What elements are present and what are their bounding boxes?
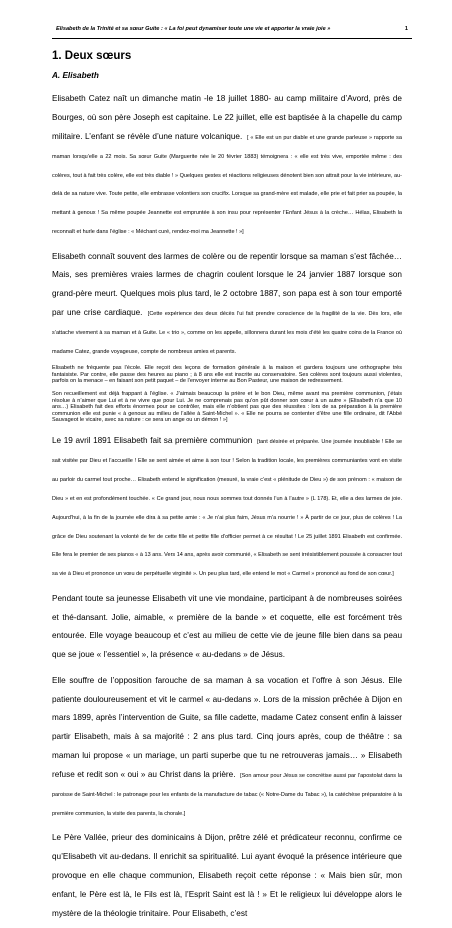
paragraph-note: [Son amour pour Jésus se concrétise aussi par l’apostolat dans la paroisse de Saint-Michel : le patronage pour les enfants de la manufacture de tabac (« Notre-Dame du Tabac »), la catéchèse préparatoire à la première communion, la visite des parents, la chorale.]: [52, 773, 402, 817]
paragraph-first-communion: [52, 430, 402, 581]
paragraph-vocation: [52, 670, 402, 821]
document-body: [52, 50, 402, 928]
paragraph-youth: [52, 588, 402, 664]
paragraph-mourning: [52, 246, 402, 359]
chapter-title: 1. Deux sœurs: [52, 50, 132, 62]
page-number: 1: [404, 26, 408, 32]
paragraph-text: Le 19 avril 1891 Elisabeth fait sa première communion: [52, 436, 253, 446]
header-title: Elisabeth de la Trinité et sa sœur Guite : « La foi peut dynamiser toute une vie et apporter la vraie joie »: [56, 26, 331, 32]
section-title: A. Elisabeth: [52, 71, 99, 80]
page-header: [52, 24, 412, 39]
paragraph-text: Elisabeth Catez naît un dimanche matin -le 18 juillet 1880- au camp militaire d’Avord, près de Bourges, où son père Joseph est capitaine. Le 22 juillet, elle est baptisée à la chapelle du camp militaire. L’enfant se révèle d’une nature volcanique.: [52, 94, 402, 141]
paragraph-pere-vallee: [52, 827, 402, 921]
paragraph-text: Pendant toute sa jeunesse Elisabeth vit une vie mondaine, participant à de nombreuses soirées et thé-dansant. Jolie, aimable, « première de la bande » et coquette, elle est forcément très entourée. Elle voyage beaucoup et c’est au milieu de cette vie de jeune fille bien dans sa peau que se joue « l’essentiel », la présence « au-dedans » de Jésus.: [52, 593, 402, 660]
paragraph-birth: [52, 88, 402, 239]
paragraph-text: Le Père Vallée, prieur des dominicains à Dijon, prêtre zélé et prédicateur reconnu, confirme ce qu’Elisabeth vit au-dedans. Il enrichit sa spiritualité. Lui ayant évoqué la présence intérieure que provoque en elle chaque communion, Elisabeth reçoit cette réponse : « Mais bien sûr, mon enfant, le Père est là, le Fils est là, l’Esprit Saint est là ! » Et le religieux lui développe alors le mystère de la théologie trinitaire. Pour Elisabeth, c’est: [52, 833, 402, 918]
paragraph-text: Elle souffre de l’opposition farouche de sa maman à sa vocation et l’offre à son Jésus. Elle patiente douloureusement et vit le carmel « au-dedans ». Lors de la mission prêchée à Dijon en mars 1899, après l’intervention de Guite, sa fille cadette, madame Catez consent enfin à laisser partir Elisabeth, mais à sa majorité : 2 ans plus tard. Cinq jours après, coup de théâtre : sa maman lui propose « un mariage, un parti superbe que tu ne retrouveras jamais… » Elisabeth refuse et redit son « oui » au Christ dans la prière.: [52, 675, 402, 779]
paragraph-education: Elisabeth ne fréquente pas l’école. Elle reçoit des leçons de formation générale à la maison et gardera toujours une orthographe très fantaisiste. Par contre, elle passe des heures au piano ; à 8 ans elle est inscrite au conservatoire. Ses colères sont toujours aussi violentes, parfois on la menace – en faisant son petit paquet – de l’envoyer interne au Bon Pasteur, une maison de redressement.: [52, 365, 402, 385]
paragraph-prayer: Son recueillement est déjà frappant à l’église. « J’aimais beaucoup la prière et le bon Dieu, même avant ma première communion, j’étais résolue à n’aimer que Lui et à ne vivre que pour Lui. Je ne comprenais pas qu’on pût donner son cœur à un autre » (Elisabeth n’a que 10 ans…) Elisabeth fait des efforts énormes pour se contrôler, mais elle n’obtient pas que des réussites : lors de sa préparation à la première communion elle est punie « à genoux au milieu de l’allée à Saint-Michel ». « Elle ne pourra se contenter d’être une fille ordinaire, dit l’Abbé Sauvageot le vicaire, avec sa nature : ce sera un ange ou un démon ! »]: [52, 391, 402, 424]
paragraph-note: [ « Elle est un pur diable et une grande parleuse » rapporte sa maman lorsqu’elle a 22 mois. Sa sœur Guite (Marguerite née le 20 février 1883) témoignera : « elle est très vive, emportée même : des colères, tout à fait très colère, elle est très diable ! » Quelques gestes et réactions religieuses dénotent bien son attrait pour la vie intérieure, au-delà de sa nature vive. Toute petite, elle embrasse volontiers son crucifix. Lorsque sa grand-mère est malade, elle prie et fait prier sa poupée, la mettant à genoux ! Sa même poupée Jeannette est empruntée à son insu pour représenter l’Enfant Jésus à la crèche… Hélas, Elisabeth la reconnaît et hurle dans l’église : « Méchant curé, rendez-moi ma Jeannette ! »]: [52, 134, 402, 236]
paragraph-note: [Cette expérience des deux décès l’ui fait prendre conscience de la fragilité de la vie. Dès lors, elle s’attache vivement à sa maman et à Guite. Le « trio », comme on les appelle, sillonnera durant les mois d’été les quatre coins de la France où madame Catez, grande voyageuse, compte de nombreux amies et parents.: [52, 311, 403, 355]
paragraph-note: [tant désirée et préparée. Une journée inoubliable ! Elle se sait visitée par Dieu et l’accueille ! Elle se sent aimée et aime à son tour ! Selon la tradition locale, les premières communiantes vont en visite au parloir du carmel tout proche… Elisabeth entend le signification (mesuré, la vraie c’est « plénitude de Dieu ») de son prénom : « maison de Dieu » et en est profondément touchée. « Ce grand jour, nous nous sommes tout donnés l’un à l’autre » (L 178). Et, elle a des larmes de joie. Aujourd’hui, à la fin de la journée elle dira à sa petite amie : « Je n’ai plus faim, Jésus m’a nourrie ! » À partir de ce jour, plus de colères ! La grâce de Dieu soutenant la volonté de fer de cette fille et petite fille d’officier permet à ce résultat ! Le 25 juillet 1891 Elisabeth est confirmée. Elle fera le premier de ses pianos « à 13 ans. Vers 14 ans, après avoir communié, « Elisabeth se sent irrésistiblement poussée à consacrer tout sa vie à Dieu et prononce un vœu de perpétuelle virginité ». Un peu plus tard, elle entend le mot « Carmel » prononcé au fond de son cœur.]: [52, 439, 403, 578]
paragraph-text: Elisabeth connaît souvent des larmes de colère ou de repentir lorsque sa maman s’est fâchée… Mais, ses premières vraies larmes de chagrin coulent lorsque le 24 janvier 1887 lorsque son grand-père meurt. Quelques mois plus tard, le 2 octobre 1887, son papa est à son tour emporté par une crise cardiaque.: [52, 251, 402, 318]
